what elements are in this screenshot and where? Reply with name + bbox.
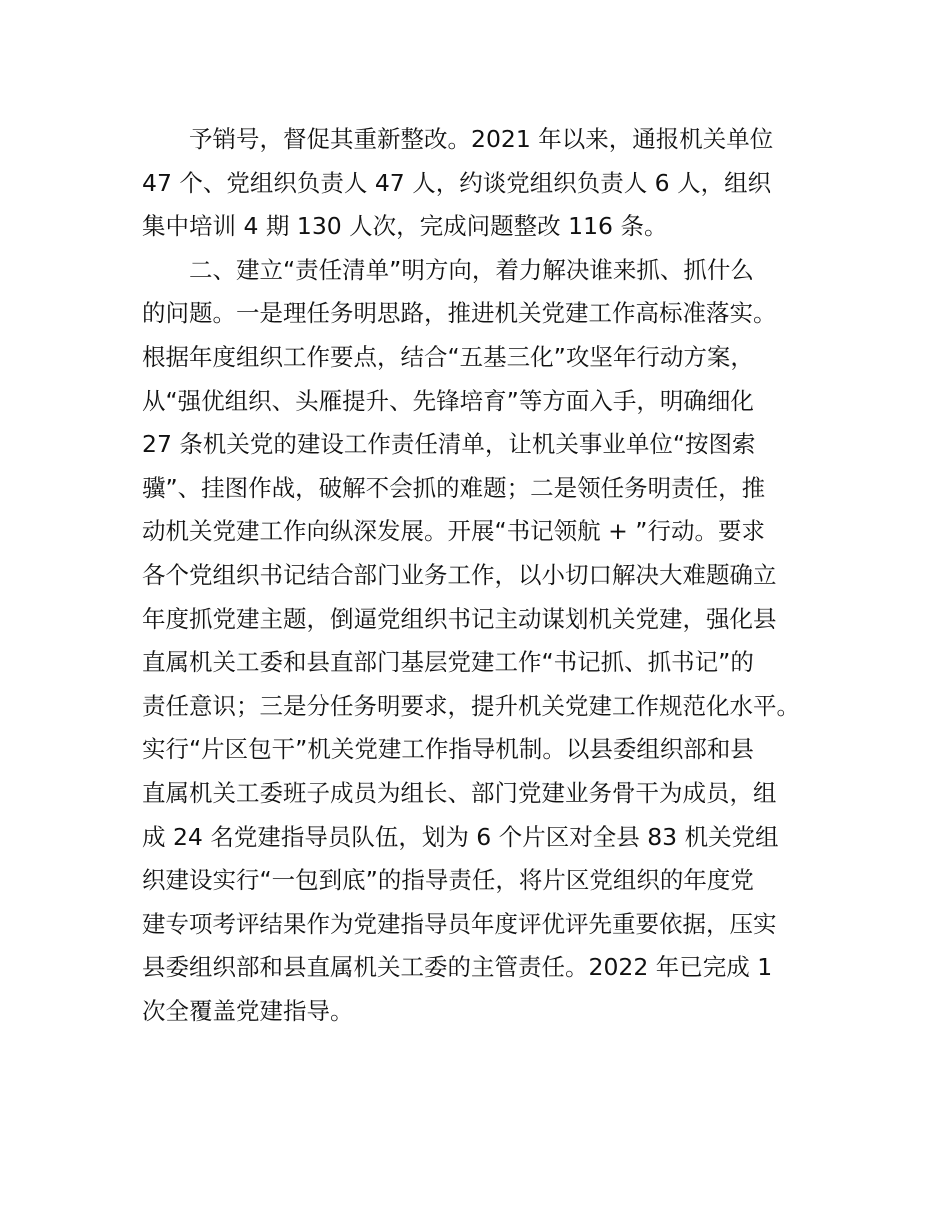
text-line: 的问题。一是理任务明思路，推进机关党建工作高标准落实。 bbox=[142, 299, 777, 328]
text-line: 责任意识；三是分任务明要求，提升机关党建工作规范化水平。 bbox=[142, 691, 800, 720]
text-line: 动机关党建工作向纵深发展。开展“书记领航 + ”行动。要求 bbox=[142, 517, 765, 546]
text-line: 27 条机关党的建设工作责任清单，让机关事业单位“按图索 bbox=[142, 430, 756, 459]
text-line: 骥”、挂图作战，破解不会抓的难题；二是领任务明责任，推 bbox=[142, 473, 766, 502]
text-line: 直属机关工委和县直部门基层党建工作“书记抓、抓书记”的 bbox=[142, 648, 754, 677]
text-line: 次全覆盖党建指导。 bbox=[142, 996, 354, 1025]
text-line: 二、建立“责任清单”明方向，着力解决谁来抓、抓什么 bbox=[189, 255, 754, 284]
text-line: 各个党组织书记结合部门业务工作，以小切口解决大难题确立 bbox=[142, 560, 777, 589]
text-line: 根据年度组织工作要点，结合“五基三化”攻坚年行动方案， bbox=[142, 342, 754, 371]
text-line: 47 个、党组织负责人 47 人，约谈党组织负责人 6 人，组织 bbox=[142, 168, 772, 197]
text-line: 成 24 名党建指导员队伍，划为 6 个片区对全县 83 机关党组 bbox=[142, 822, 779, 851]
text-line: 予销号，督促其重新整改。2021 年以来，通报机关单位 bbox=[189, 125, 774, 153]
text-line: 织建设实行“一包到底”的指导责任，将片区党组织的年度党 bbox=[142, 866, 754, 895]
text-line: 直属机关工委班子成员为组长、部门党建业务骨干为成员，组 bbox=[142, 778, 777, 807]
text-line: 从“强优组织、头雁提升、先锋培育”等方面入手，明确细化 bbox=[142, 386, 754, 415]
paragraph-2 bbox=[142, 249, 822, 1034]
text-line: 县委组织部和县直属机关工委的主管责任。2022 年已完成 1 bbox=[142, 953, 773, 982]
text-line: 年度抓党建主题，倒逼党组织书记主动谋划机关党建，强化县 bbox=[142, 604, 777, 633]
text-line: 集中培训 4 期 130 人次，完成问题整改 116 条。 bbox=[142, 212, 668, 241]
document-body bbox=[142, 118, 822, 1033]
text-line: 建专项考评结果作为党建指导员年度评优评先重要依据，压实 bbox=[142, 909, 777, 938]
text-line: 实行“片区包干”机关党建工作指导机制。以县委组织部和县 bbox=[142, 735, 754, 764]
paragraph-1 bbox=[142, 118, 822, 249]
